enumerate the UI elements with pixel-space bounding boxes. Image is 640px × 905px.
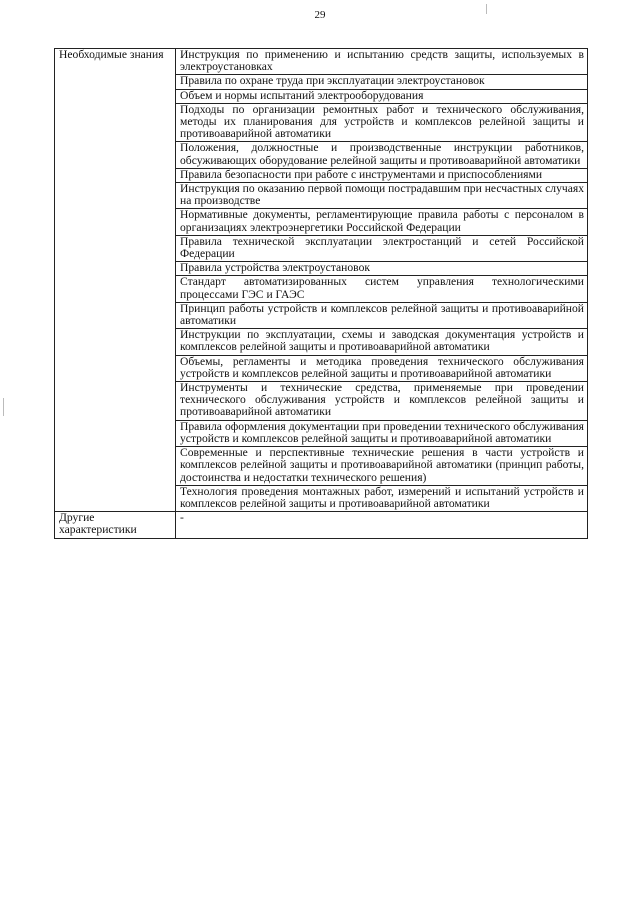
margin-mark	[3, 398, 4, 416]
knowledge-item: Инструкция по оказанию первой помощи пострадавшим при несчастных случаях на производстве	[176, 183, 588, 209]
knowledge-item: Объемы, регламенты и методика проведения технического обслуживания устройств и комплексов релейной защиты и противоаварийной автоматики	[176, 355, 588, 381]
knowledge-item: Подходы по организации ремонтных работ и технического обслуживания, методы их планирования для устройств и комплексов релейной защиты и противоаварийной автоматики	[176, 103, 588, 142]
knowledge-item: Положения, должностные и производственные инструкции работников, обсуживающих оборудование релейной защиты и противоаварийной автоматики	[176, 142, 588, 168]
requirements-table	[54, 48, 588, 539]
knowledge-item: Современные и перспективные технические решения в части устройств и комплексов релейной защиты и противоаварийной автоматики (принцип работы, достоинства и недостатки технического решения)	[176, 447, 588, 486]
knowledge-item: Правила безопасности при работе с инструментами и приспособлениями	[176, 168, 588, 182]
knowledge-item: Технология проведения монтажных работ, измерений и испытаний устройств и комплексов релейной защиты и противоаварийной автоматики	[176, 485, 588, 511]
knowledge-item: Стандарт автоматизированных систем управления технологическими процессами ГЭС и ГАЭС	[176, 276, 588, 302]
page-number: 29	[314, 9, 326, 21]
knowledge-item: Правила технической эксплуатации электростанций и сетей Российской Федерации	[176, 235, 588, 261]
knowledge-item: Правила устройства электроустановок	[176, 262, 588, 276]
knowledge-label: Необходимые знания	[55, 49, 176, 512]
knowledge-item: Объем и нормы испытаний электрооборудования	[176, 89, 588, 103]
knowledge-item: Инструкции по эксплуатации, схемы и заводская документация устройств и комплексов релейной защиты и противоаварийной автоматики	[176, 329, 588, 355]
knowledge-item: Правила по охране труда при эксплуатации электроустановок	[176, 75, 588, 89]
knowledge-item: Правила оформления документации при проведении технического обслуживания устройств и комплексов релейной защиты и противоаварийной автоматики	[176, 420, 588, 446]
knowledge-item: Инструкция по применению и испытанию средств защиты, используемых в электроустановках	[176, 49, 588, 75]
knowledge-item: Принцип работы устройств и комплексов релейной защиты и противоаварийной автоматики	[176, 302, 588, 328]
other-label: Другие характеристики	[55, 512, 176, 538]
other-value: -	[176, 512, 588, 538]
knowledge-row	[55, 49, 588, 75]
knowledge-item: Инструменты и технические средства, применяемые при проведении технического обслуживания устройств и комплексов релейной защиты и противоаварийной автоматики	[176, 382, 588, 421]
other-row	[55, 512, 588, 538]
margin-mark	[486, 4, 487, 14]
knowledge-item: Нормативные документы, регламентирующие правила работы с персоналом в организациях электроэнергетики Российской Федерации	[176, 209, 588, 235]
